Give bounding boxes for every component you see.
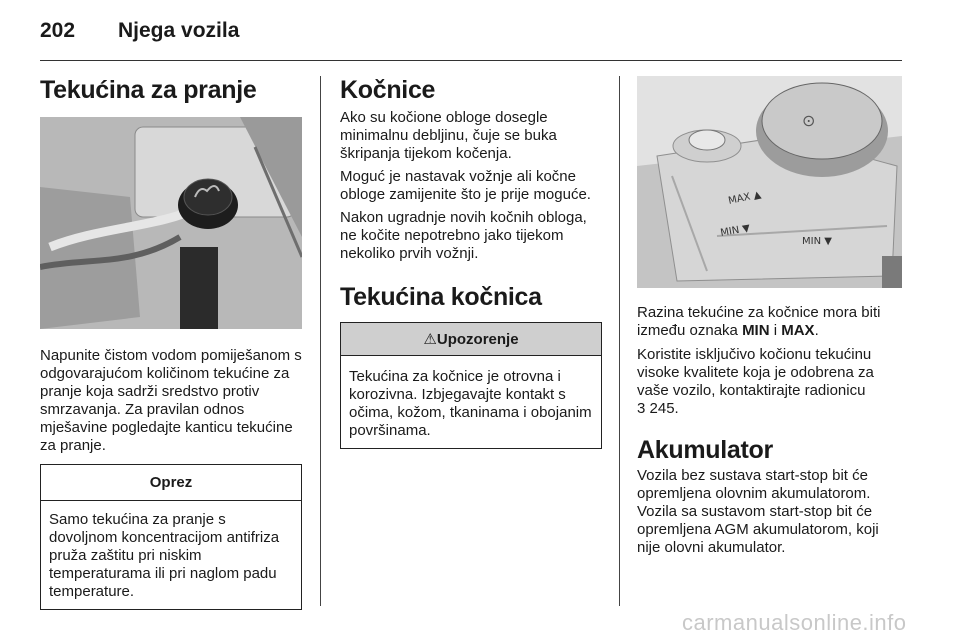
battery-body: Vozila bez sustava start-stop bit će opremljena olovnim akumulatorom. Vozila sa sustavom start-stop bit će opremljena AGM akumulatorom, koji nije olovni akumulator.	[637, 466, 879, 556]
caution-box	[40, 464, 302, 610]
page-reference-link[interactable]: 3 245.	[637, 400, 679, 417]
brake-fluid-reservoir-image	[637, 76, 902, 288]
column-brakes	[340, 76, 602, 449]
min-mark-label-left: MIN ▼	[719, 222, 752, 239]
brakes-heading: Kočnice	[340, 76, 436, 104]
header-rule	[40, 60, 902, 61]
chapter-title: Njega vozila	[118, 19, 240, 42]
column-divider-2	[619, 76, 620, 606]
brake-fluid-heading: Tekućina kočnica	[340, 282, 542, 311]
column-washer	[40, 76, 302, 610]
brake-fluid-use-text: Koristite isključivo kočionu tekućinu visoke kvalitete koja je odobrena za vaše vozilo, kontaktirajte radionicu 3 245.	[637, 346, 874, 417]
warning-text: Tekućina za kočnice je otrovna i korozivna. Izbjegavajte kontakt s očima, kožom, tkaninama i obojanim površinama.	[349, 367, 592, 439]
warning-box	[340, 322, 602, 449]
caution-text: Samo tekućina za pranje s dovoljnom koncentracijom antifriza pruža zaštitu pri niskim temperaturama ili pri naglom padu temperature.	[49, 510, 280, 600]
washer-reservoir-illustration	[40, 117, 302, 329]
warning-header	[341, 323, 601, 356]
min-mark: MIN	[742, 322, 770, 339]
washer-body: Napunite čistom vodom pomiješanom s odgovarajućom količinom tekućine za pranje koja sadrži sredstvo protiv smrzavanja. Za pravilan odnos mješavine pogledajte kanticu tekućine za pranje.	[40, 346, 302, 454]
min-mark-label-right: MIN ▼	[802, 236, 832, 247]
column-brake-fluid	[637, 76, 902, 557]
washer-reservoir-image	[40, 117, 302, 329]
caution-title: Oprez	[41, 465, 301, 501]
max-mark-label: MAX ▲	[727, 189, 763, 207]
brakes-paragraph-1: Ako su kočione obloge dosegle minimalnu debljinu, čuje se buka škripanja tijekom kočenja.	[340, 108, 557, 162]
cap-symbol-icon: ⊙	[802, 111, 816, 130]
brake-fluid-reservoir-illustration	[637, 76, 902, 288]
battery-heading: Akumulator	[637, 436, 773, 464]
warning-title: Upozorenje	[436, 330, 519, 348]
watermark: carmanualsonline.info	[682, 610, 907, 635]
brakes-paragraph-3: Nakon ugradnje novih kočnih obloga, ne kočite nepotrebno jako tijekom nekoliko prvih vožnji.	[340, 208, 587, 262]
brakes-paragraph-2: Moguć je nastavak vožnje ali kočne obloge zamijenite što je prije moguće.	[340, 167, 591, 203]
max-mark: MAX	[781, 322, 815, 339]
warning-triangle-icon: ⚠	[423, 330, 437, 348]
washer-heading: Tekućina za pranje	[40, 76, 257, 104]
page-header	[40, 17, 902, 57]
column-divider-1	[320, 76, 321, 606]
page-number: 202	[40, 19, 76, 42]
brake-fluid-level-text: Razina tekućine za kočnice mora biti između oznaka MIN i MAX.	[637, 304, 881, 339]
